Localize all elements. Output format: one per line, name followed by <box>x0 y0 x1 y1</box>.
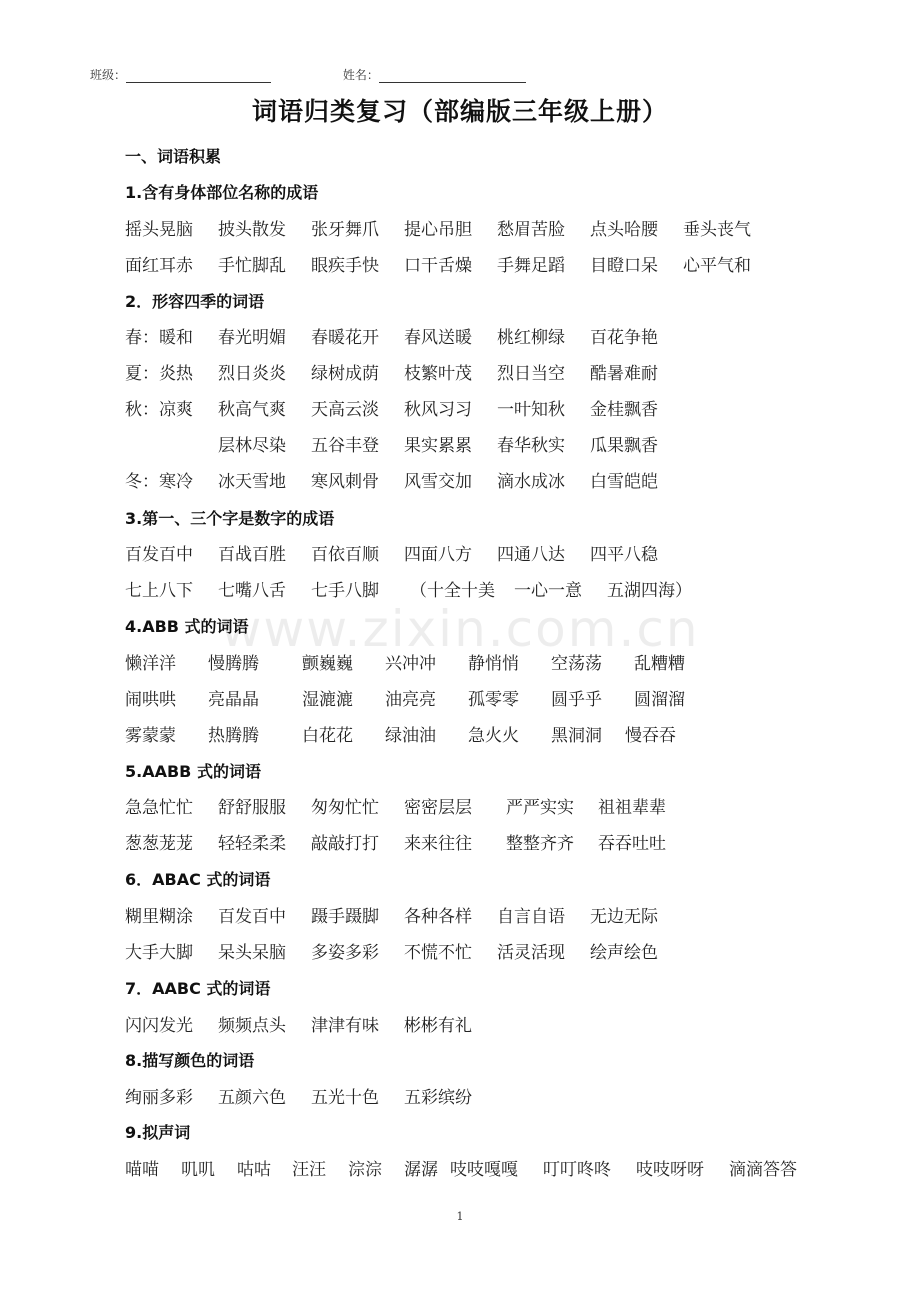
word: 彬彬有礼 <box>404 1016 472 1036</box>
word: 慢吞吞 <box>625 726 676 746</box>
word: （十全十美 <box>410 581 495 601</box>
word: 急火火 <box>468 726 519 746</box>
word: 潺潺 <box>404 1160 438 1180</box>
word: 敲敲打打 <box>311 834 379 854</box>
word: 亮晶晶 <box>208 690 259 710</box>
word: 五谷丰登 <box>311 436 379 456</box>
class-label: 班级： <box>90 68 127 82</box>
word: 频频点头 <box>218 1016 286 1036</box>
word: 来来往往 <box>404 834 472 854</box>
word: 懒洋洋 <box>125 654 176 674</box>
word: 乱糟糟 <box>634 654 685 674</box>
word: 四平八稳 <box>590 545 658 565</box>
word: 蹑手蹑脚 <box>311 907 379 927</box>
word: 多姿多彩 <box>311 943 379 963</box>
word: 春暖花开 <box>311 328 379 348</box>
word: 圆乎乎 <box>551 690 602 710</box>
word: 四面八方 <box>404 545 472 565</box>
word: 五颜六色 <box>218 1088 286 1108</box>
word: 眼疾手快 <box>311 256 379 276</box>
word: 枝繁叶茂 <box>404 364 472 384</box>
word: 七手八脚 <box>311 581 379 601</box>
word: 舒舒服服 <box>218 798 286 818</box>
word: 密密层层 <box>404 798 472 818</box>
word: 颤巍巍 <box>302 654 353 674</box>
page-title: 词语归类复习（部编版三年级上册） <box>251 97 668 126</box>
word: 自言自语 <box>497 907 565 927</box>
word: 白雪皑皑 <box>590 472 658 492</box>
word: 绚丽多彩 <box>125 1088 193 1108</box>
word: 白花花 <box>302 726 353 746</box>
word: 春风送暖 <box>404 328 472 348</box>
word: 呆头呆脑 <box>218 943 286 963</box>
group-heading: 5.AABB 式的词语 <box>125 762 261 781</box>
word: 湿漉漉 <box>302 690 353 710</box>
word: 兴冲冲 <box>385 654 436 674</box>
word: 黑洞洞 <box>551 726 602 746</box>
word: 百依百顺 <box>311 545 379 565</box>
section-heading: 一、词语积累 <box>125 147 222 166</box>
word: 百战百胜 <box>218 545 286 565</box>
word: 严严实实 <box>506 798 574 818</box>
word: 各种各样 <box>404 907 472 927</box>
word: 吞吞吐吐 <box>598 834 666 854</box>
word: 闹哄哄 <box>125 690 176 710</box>
word: 糊里糊涂 <box>125 907 193 927</box>
word: 活灵活现 <box>497 943 565 963</box>
group-heading: 8.描写颜色的词语 <box>125 1051 255 1070</box>
word: 手舞足蹈 <box>497 256 565 276</box>
word: 吱吱呀呀 <box>636 1160 704 1180</box>
word: 静悄悄 <box>468 654 519 674</box>
word: 急急忙忙 <box>125 798 193 818</box>
word: 春光明媚 <box>218 328 286 348</box>
word: 烈日炎炎 <box>218 364 286 384</box>
word: 张牙舞爪 <box>311 220 379 240</box>
name-field[interactable] <box>343 66 526 83</box>
word: 大手大脚 <box>125 943 193 963</box>
word: 整整齐齐 <box>506 834 574 854</box>
word: 果实累累 <box>404 436 472 456</box>
word: 吱吱嘎嘎 <box>450 1160 518 1180</box>
word: 匆匆忙忙 <box>311 798 379 818</box>
word: 瓜果飘香 <box>590 436 658 456</box>
word: 心平气和 <box>683 256 751 276</box>
word: 酷暑难耐 <box>590 364 658 384</box>
word: 冰天雪地 <box>218 472 286 492</box>
word: 无边无际 <box>590 907 658 927</box>
word: 油亮亮 <box>385 690 436 710</box>
word: 轻轻柔柔 <box>218 834 286 854</box>
group-heading: 2．形容四季的词语 <box>125 292 265 311</box>
class-blank-line[interactable] <box>126 68 271 83</box>
word: 五光十色 <box>311 1088 379 1108</box>
word: 风雪交加 <box>404 472 472 492</box>
word: 层林尽染 <box>218 436 286 456</box>
word: 圆溜溜 <box>634 690 685 710</box>
word: 秋高气爽 <box>218 400 286 420</box>
group-heading: 3.第一、三个字是数字的成语 <box>125 509 335 528</box>
word: 闪闪发光 <box>125 1016 193 1036</box>
class-field[interactable] <box>90 66 271 83</box>
word: 葱葱茏茏 <box>125 834 193 854</box>
group-heading: 4.ABB 式的词语 <box>125 617 249 636</box>
word: 绿树成荫 <box>311 364 379 384</box>
word: 手忙脚乱 <box>218 256 286 276</box>
word: 喵喵 <box>125 1160 159 1180</box>
page-number: 1 <box>456 1210 464 1223</box>
word: 百发百中 <box>218 907 286 927</box>
word: 滴滴答答 <box>729 1160 797 1180</box>
word: 天高云淡 <box>311 400 379 420</box>
group-heading: 1.含有身体部位名称的成语 <box>125 183 319 202</box>
word: 汪汪 <box>292 1160 326 1180</box>
watermark: www.zixin.com.cn <box>220 600 700 658</box>
word: 慢腾腾 <box>208 654 259 674</box>
word: 五湖四海） <box>607 581 692 601</box>
word: 寒风刺骨 <box>311 472 379 492</box>
word: 目瞪口呆 <box>590 256 658 276</box>
word: 百花争艳 <box>590 328 658 348</box>
group-heading: 7．AABC 式的词语 <box>125 979 271 998</box>
word: 摇头晃脑 <box>125 220 193 240</box>
word: 叽叽 <box>181 1160 215 1180</box>
word: 烈日当空 <box>497 364 565 384</box>
word: 热腾腾 <box>208 726 259 746</box>
word: 面红耳赤 <box>125 256 193 276</box>
word: 绿油油 <box>385 726 436 746</box>
group-heading: 9.拟声词 <box>125 1123 191 1142</box>
season-label: 春：暖和 <box>125 328 193 348</box>
word: 五彩缤纷 <box>404 1088 472 1108</box>
group-heading: 6．ABAC 式的词语 <box>125 870 271 889</box>
word: 滴水成冰 <box>497 472 565 492</box>
word: 空荡荡 <box>551 654 602 674</box>
word: 愁眉苦脸 <box>497 220 565 240</box>
word: 垂头丧气 <box>683 220 751 240</box>
word: 淙淙 <box>348 1160 382 1180</box>
word: 津津有味 <box>311 1016 379 1036</box>
word: 祖祖辈辈 <box>598 798 666 818</box>
season-label: 冬：寒冷 <box>125 472 193 492</box>
word: 提心吊胆 <box>404 220 472 240</box>
season-label: 夏：炎热 <box>125 364 193 384</box>
season-label: 秋：凉爽 <box>125 400 193 420</box>
word: 咕咕 <box>237 1160 271 1180</box>
word: 七上八下 <box>125 581 193 601</box>
word: 叮叮咚咚 <box>543 1160 611 1180</box>
word: 一叶知秋 <box>497 400 565 420</box>
word: 孤零零 <box>468 690 519 710</box>
word: 口干舌燥 <box>404 256 472 276</box>
word: 百发百中 <box>125 545 193 565</box>
header-fields <box>90 66 526 83</box>
word: 点头哈腰 <box>590 220 658 240</box>
word: 一心一意 <box>514 581 582 601</box>
word: 不慌不忙 <box>404 943 472 963</box>
word: 春华秋实 <box>497 436 565 456</box>
word: 七嘴八舌 <box>218 581 286 601</box>
word: 桃红柳绿 <box>497 328 565 348</box>
name-blank-line[interactable] <box>379 68 526 83</box>
word: 四通八达 <box>497 545 565 565</box>
word: 披头散发 <box>218 220 286 240</box>
word: 绘声绘色 <box>590 943 658 963</box>
name-label: 姓名： <box>342 68 379 82</box>
word: 秋风习习 <box>404 400 472 420</box>
word: 雾蒙蒙 <box>125 726 176 746</box>
word: 金桂飘香 <box>590 400 658 420</box>
